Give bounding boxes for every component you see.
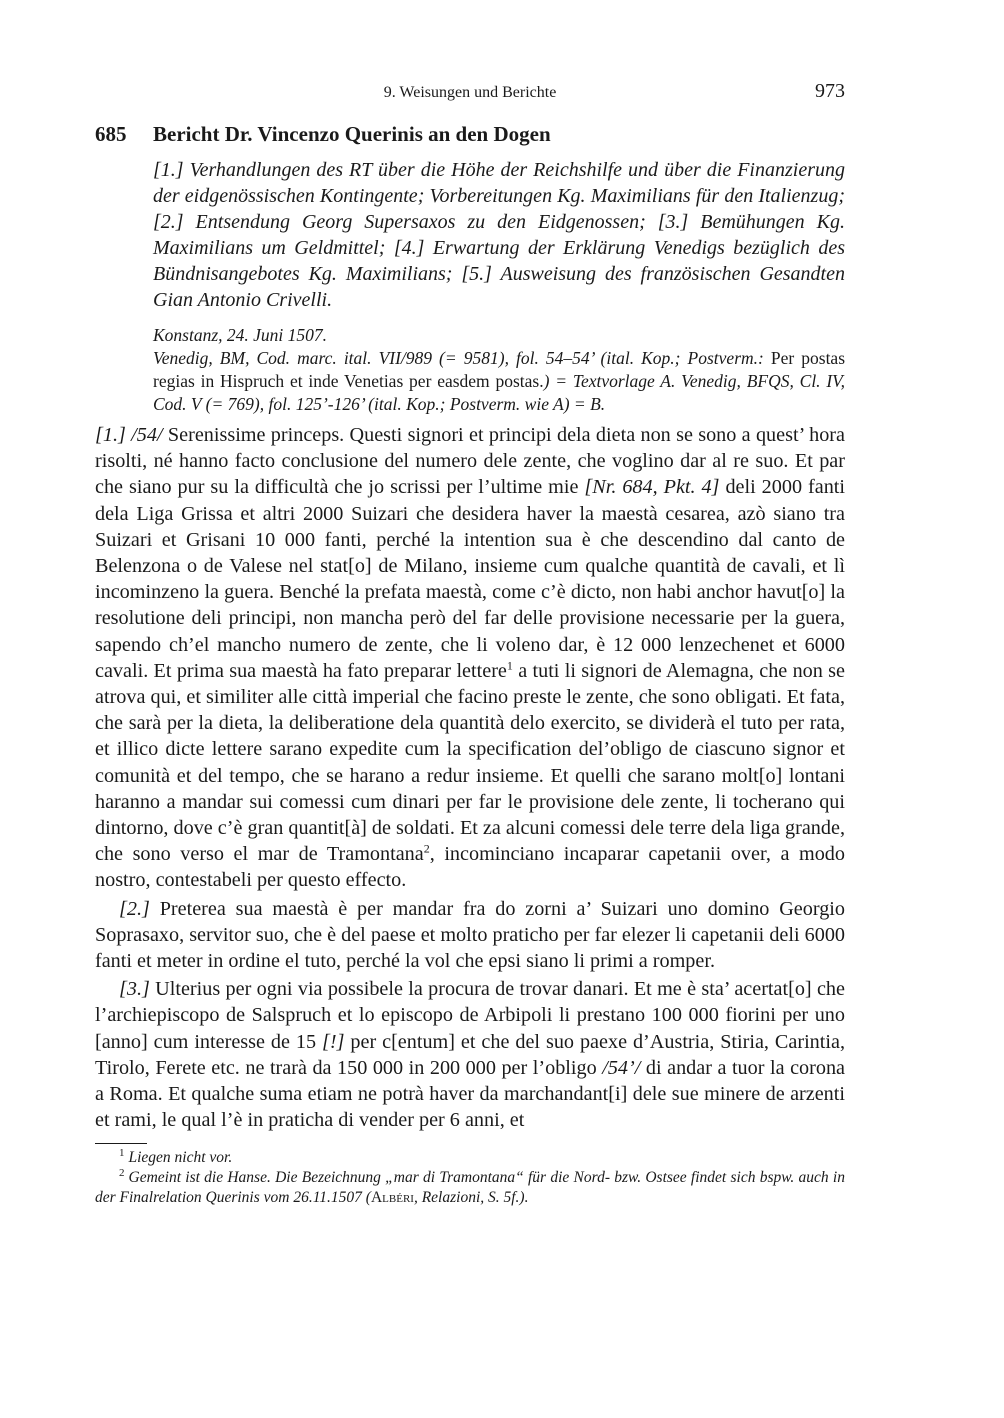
footnote-divider bbox=[95, 1143, 147, 1144]
paragraph-1-text-c: a tuti li signori de Alemagna, che non se atrova qui, et similiter alle città imperial che facino preste le zente, che sono obligati. Et fata, che sarà per la dieta, la deliberatione dela quantità delo exercito, se dividerà el tuto per rata, et illico dicte lettere sarano expedite cum la specification del’obligo de ciascuno signor et comunità et del tempo, che se harano a redur insieme. Et quelli che sarano molt[o] lontani haranno a mandar sui comessi cum dinari per far le provisione dele zente, li tocherano qui dintorno, dove c’è gran quantit[à] de soldati. Et za alcuni comessi dele terre dela liga grande, che sono verso el mar de Tramontana bbox=[95, 659, 846, 866]
page-number: 973 bbox=[815, 80, 845, 102]
report-body bbox=[95, 422, 845, 1133]
source-a-prefix: Venedig, BM, Cod. marc. ital. VII/989 (= 9581), fol. 54–54’ (ital. Kop.; Postverm.: bbox=[153, 348, 771, 368]
running-head bbox=[95, 78, 845, 108]
paragraph-1-marker: [1.] /54/ bbox=[95, 424, 163, 446]
cross-reference: [Nr. 684, Pkt. 4] bbox=[584, 476, 720, 499]
place-date: Konstanz, 24. Juni 1507. bbox=[153, 325, 328, 345]
paragraph-1-text-a: Serenissime princeps. Questi signori et principi dela dieta non se sono a quest’ hora risolti, né hanno facto conclusione del numero dele zente, che voglino dar al re suo. Et par che siano pur su la difficultà che jo scrissi per l’ultime mie bbox=[95, 424, 845, 499]
paragraph-1-text-d: , incominciano incaparar capetanii over, a modo nostro, contestabeli per questo effecto. bbox=[95, 843, 845, 892]
paragraph-1 bbox=[95, 422, 845, 894]
footnote-1-text: Liegen nicht vor. bbox=[128, 1149, 233, 1167]
footnote-2-number: 2 bbox=[119, 1167, 125, 1180]
paragraph-2-marker: [2.] bbox=[119, 897, 150, 920]
running-title: 9. Weisungen und Berichte bbox=[383, 84, 557, 101]
paragraph-2-text: Preterea sua maestà è per mandar fra do zorni a’ Suizari uno domino Georgio Soprasaxo, servitor suo, che è del paese et molto praticho per far elezer li capetanii deli 6000 fanti et meter in ordine el tuto, perché la vol che epsi siano li primi a romper. bbox=[95, 897, 846, 973]
footnotes bbox=[95, 1148, 845, 1208]
sic-marker: [!] bbox=[322, 1030, 345, 1053]
footnote-2-text-a: Gemeint ist die Hanse. Die Bezeichnung „mar di Tramontana“ für die Nord- bzw. Ostsee findet sich bspw. auch in der Finalrelation Querinis vom 26.11.1507 ( bbox=[95, 1169, 845, 1207]
document-heading bbox=[95, 122, 845, 147]
footnote-2-text-b: , Relazioni, S. 5f.). bbox=[413, 1189, 529, 1207]
paragraph-3-text-b: per c[entum] et che del suo paexe d’Austria, Stiria, Carintia, Tirolo, Ferete etc. ne trarà da 150 000 in 200 000 per l’obligo bbox=[95, 1030, 845, 1079]
document-number: 685 bbox=[95, 122, 127, 146]
source-a-suffix: ) = Textvorlage A. Venedig, BFQS, Cl. IV, Cod. V (= 769), fol. 125’-126’ (ital. Kop.; Postverm. wie A) = B. bbox=[153, 371, 845, 414]
paragraph-2 bbox=[95, 896, 845, 975]
postal-address-note: Per postas regias in Hispruch et inde Venetias per easdem postas. bbox=[153, 348, 846, 391]
footnote-2 bbox=[95, 1168, 845, 1208]
document-title: Bericht Dr. Vincenzo Querinis an den Dogen bbox=[153, 122, 551, 146]
regest-summary: [1.] Verhandlungen des RT über die Höhe der Reichshilfe und über die Finanzierung der eidgenössischen Kontingente; Vorbereitungen Kg. Maximilians für den Italienzug; [2.] Entsendung Georg Supersaxos zu den Eidgenossen; [3.] Bemühungen Kg. Maximilians um Geldmittel; [4.] Erwartung der Erklärung Venedigs bezüglich des Bündnisangebotes Kg. Maximilians; [5.] Ausweisung des französischen Gesandten Gian Antonio Crivelli. bbox=[153, 159, 845, 311]
footnote-2-author: Albéri bbox=[370, 1189, 414, 1207]
folio-marker: /54’/ bbox=[602, 1056, 641, 1079]
source-citations bbox=[153, 347, 845, 416]
paragraph-3-text-c: di andar a tuor la corona a Roma. Et qualche suma etiam ne potrà haver da marchandant[i] dele sue minere de arzenti et rami, le qual l’è in praticha di vender per 6 anni, et bbox=[95, 1056, 845, 1132]
footnote-ref-2[interactable]: 2 bbox=[423, 841, 430, 856]
paragraph-3 bbox=[95, 976, 845, 1133]
document-page bbox=[95, 78, 845, 1208]
footnote-1 bbox=[95, 1148, 845, 1168]
paragraph-3-text-a: Ulterius per ogni via possibele la procura de trovar danari. Et me è sta’ acertat[o] che l’archiepiscopo de Salspruch et lo episcopo de Arbipoli li prestano 100 000 fiorini per uno [anno] cum interesse de 15 bbox=[95, 978, 845, 1053]
footnote-ref-1[interactable]: 1 bbox=[506, 658, 513, 673]
paragraph-1-text-b: deli 2000 fanti dela Liga Grissa et altri 2000 Suizari che desidera haver la maestà cesarea, azò siano tra Suizari et Grisani 10 000 fanti, perché la intention sua è che descendino dal canto de Belenzona o de Valese nel stat[o] de Milano, insieme cum qualche quantità de cavali, et lì incominzeno la guera. Benché la prefata maestà, come c’è dicto, non habi anchor havut[o] la resolutione deli principi, non mancha però del far delle provisione necessarie per la guera, sapendo ch’el mancho numero de zente, che li voleno dar, è 12 000 lenzechenet et 6000 cavali. Et prima sua maestà ha fato preparar lettere bbox=[95, 476, 846, 682]
footnote-1-number: 1 bbox=[119, 1147, 125, 1160]
paragraph-3-marker: [3.] bbox=[119, 978, 150, 1001]
